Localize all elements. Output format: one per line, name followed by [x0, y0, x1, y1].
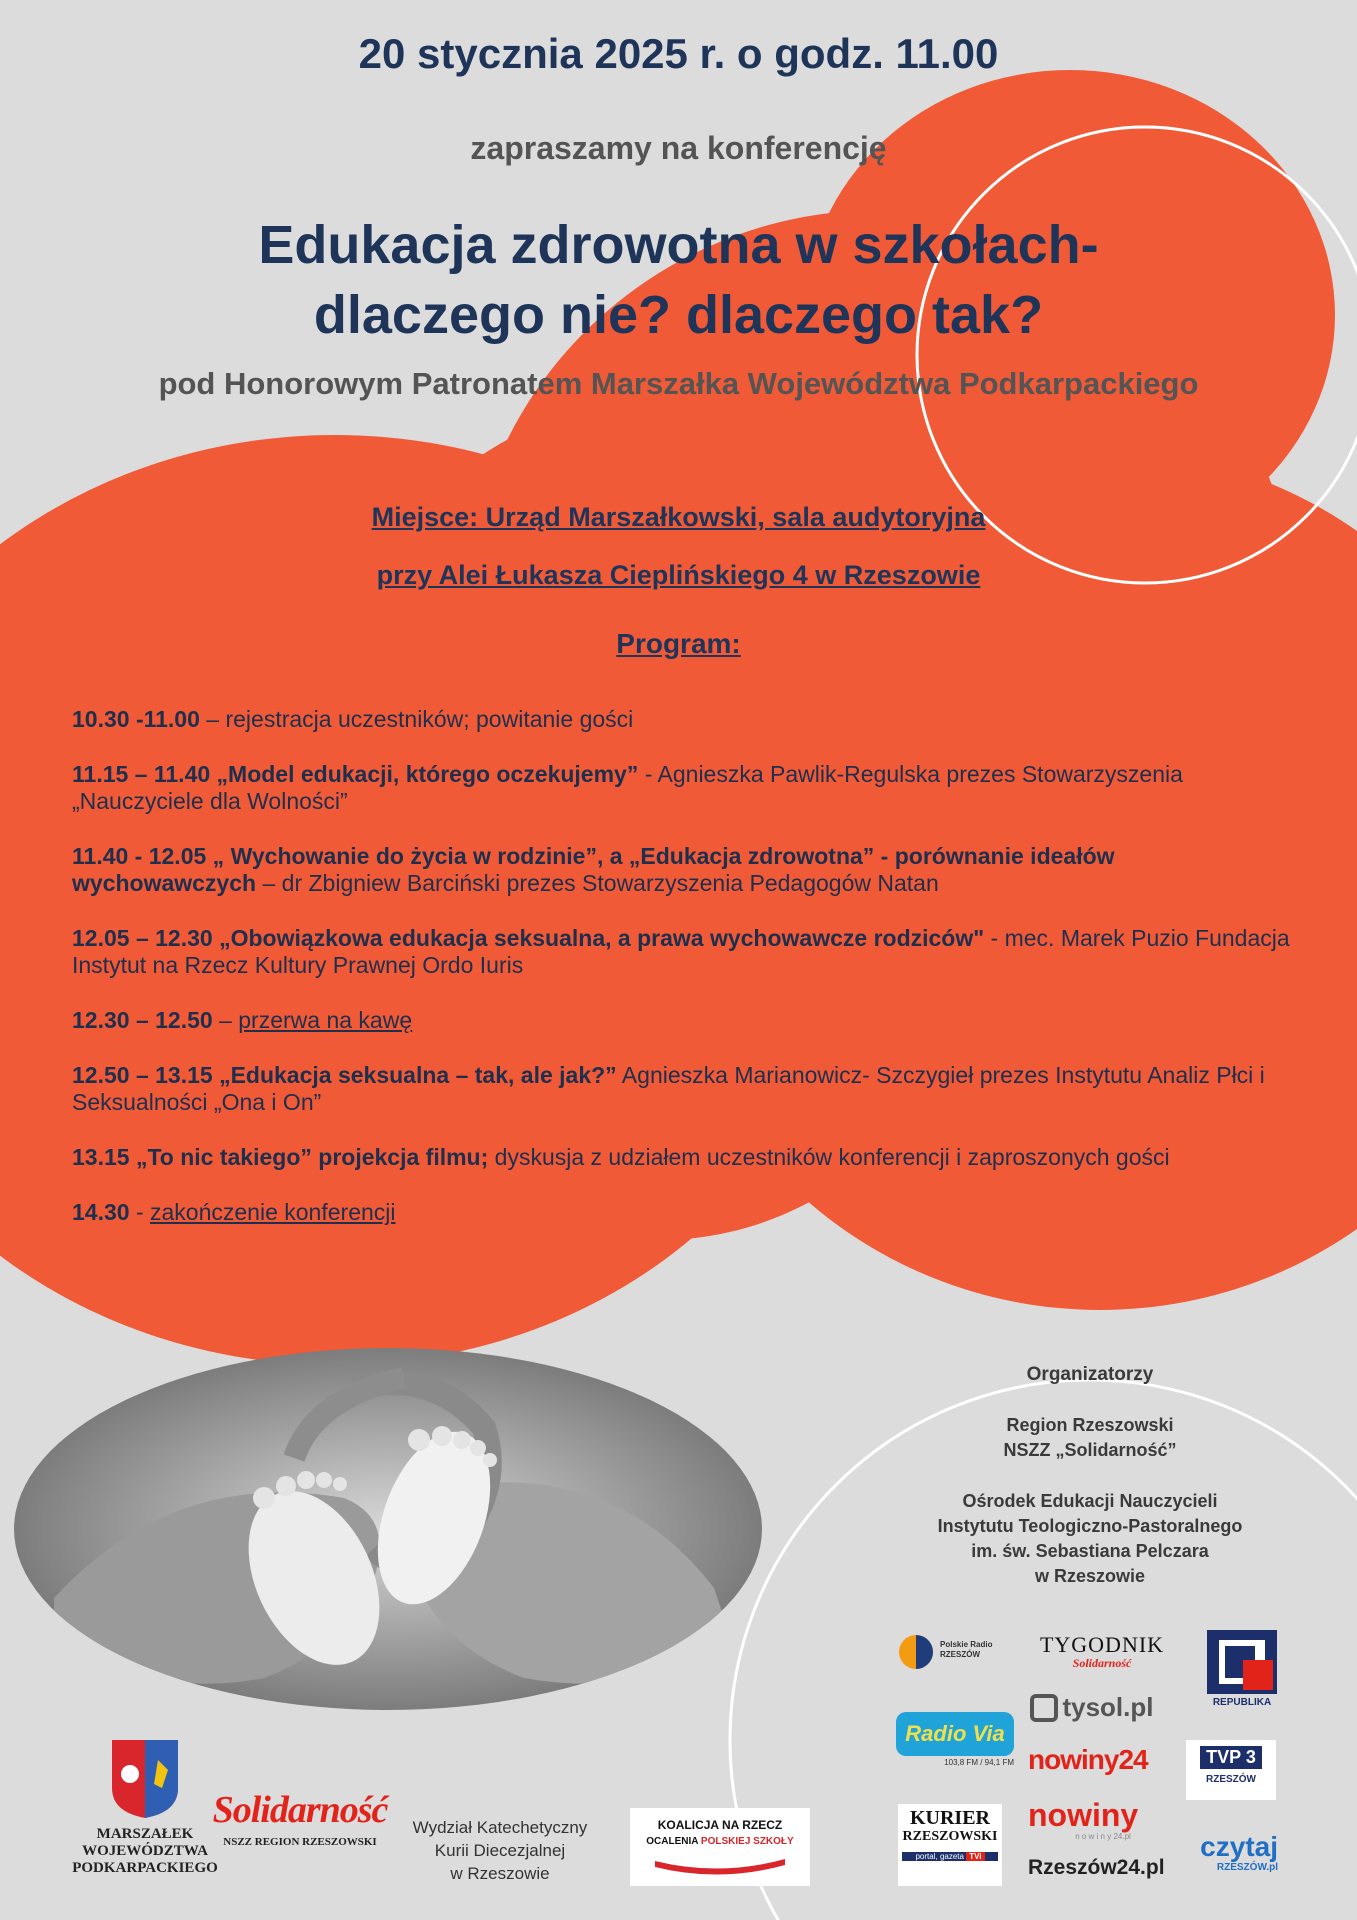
solidarnosc-logo — [205, 1760, 395, 1848]
organizer-osrodek — [880, 1489, 1300, 1589]
agenda-time: 10.30 -11.00 — [72, 706, 200, 732]
pr-line-2: RZESZÓW — [940, 1650, 980, 1659]
organizer-region — [880, 1413, 1300, 1463]
kurier-line-1: KURIER — [909, 1807, 990, 1829]
agenda-details: dyskusja z udziałem uczestników konferencji i zaproszonych gości — [488, 1144, 1170, 1170]
nowiny-sub: n o w i n y 24.pl — [1075, 1832, 1131, 1841]
agenda-topic: „ Wychowanie do życia w rodzinie”, a „Edukacja zdrowotna” - porównanie ideałów wychowawczych — [72, 843, 1115, 896]
agenda-time: 14.30 — [72, 1199, 130, 1225]
wydzial-line: Wydział Katechetyczny — [412, 1818, 588, 1837]
agenda-item — [72, 761, 1297, 815]
tysol-icon — [1030, 1694, 1058, 1722]
kurier-tv: TVi — [966, 1852, 984, 1861]
tysol-logo — [1030, 1692, 1170, 1723]
agenda-details: – rejestracja uczestników; powitanie gości — [199, 706, 634, 732]
tygodnik-solidarnosc-logo — [1032, 1632, 1172, 1671]
kurier-sub: portal, gazeta — [915, 1852, 964, 1861]
nowiny24-text: nowiny24 — [1028, 1744, 1148, 1775]
koalicja-line-2b: POLSKIEJ SZKOŁY — [700, 1836, 794, 1847]
wydzial-katechetyczny — [400, 1816, 600, 1885]
republika-r-icon — [1207, 1630, 1277, 1694]
conference-title — [0, 210, 1357, 350]
marszalek-line: WOJEWÓDZTWA — [82, 1843, 208, 1859]
agenda-time: 11.15 – 11.40 — [72, 761, 211, 787]
agenda-time: 12.50 – 13.15 — [72, 1062, 213, 1088]
invitation-text: zapraszamy na konferencję — [470, 130, 887, 166]
czytaj-text: czytaj — [1200, 1831, 1278, 1862]
agenda-details: - Agnieszka Pawlik-Regulska prezes Stowarzyszenia „Nauczyciele dla Wolności” — [72, 761, 1183, 814]
agenda-time: 12.30 – 12.50 — [72, 1007, 213, 1033]
organizer-text: Region Rzeszowski — [1006, 1415, 1174, 1435]
polskie-radio-logo — [898, 1632, 1018, 1672]
agenda-details: - mec. Marek Puzio Fundacja Instytut na Rzecz Kultury Prawnej Ordo Iuris — [72, 925, 1290, 978]
radio-via-logo — [896, 1712, 1014, 1767]
organizer-text: Instytutu Teologiczno-Pastoralnego — [937, 1516, 1243, 1536]
coat-of-arms-icon — [110, 1738, 180, 1820]
agenda-item — [72, 1199, 1297, 1226]
organizer-text: NSZZ „Solidarność” — [1003, 1440, 1177, 1460]
tvp3-text: TVP 3 — [1200, 1746, 1262, 1769]
wydzial-line: Kurii Diecezjalnej — [434, 1841, 566, 1860]
radio-globe-icon — [898, 1634, 934, 1670]
title-line-1: Edukacja zdrowotna w szkołach- — [258, 215, 1099, 275]
program-heading: Program: — [616, 628, 741, 659]
organizer-text: im. św. Sebastiana Pelczara — [971, 1541, 1209, 1561]
agenda-item — [72, 706, 1297, 733]
agenda-time: 12.05 – 12.30 — [72, 925, 213, 951]
solidarnosc-text: Solidarność — [212, 1789, 388, 1831]
tygodnik-text: TYGODNIK — [1039, 1632, 1165, 1657]
rzeszow24-logo — [1028, 1856, 1168, 1880]
patronage-text: pod Honorowym Patronatem Marszałka Województwa Podkarpackiego — [158, 366, 1199, 401]
radio-via-text: Radio Via — [896, 1712, 1014, 1756]
marszalek-line: PODKARPACKIEGO — [72, 1860, 218, 1876]
organizers-heading: Organizatorzy — [1026, 1364, 1154, 1385]
republika-text: REPUBLIKA — [1212, 1697, 1272, 1708]
republika-logo — [1204, 1630, 1280, 1712]
agenda-item — [72, 1062, 1297, 1116]
marszalek-line: MARSZAŁEK — [96, 1826, 194, 1842]
nowiny-logo — [1028, 1798, 1178, 1841]
koalicja-logo — [630, 1808, 810, 1886]
nowiny-text: nowiny — [1028, 1797, 1139, 1833]
agenda-topic: „Obowiązkowa edukacja seksualna, a prawa wychowawcze rodziców" — [212, 925, 985, 951]
tvp3-sub: RZESZÓW — [1206, 1774, 1256, 1785]
wydzial-line: w Rzeszowie — [450, 1864, 550, 1883]
marszalek-logo — [70, 1738, 220, 1877]
agenda-list — [72, 706, 1297, 1254]
kurier-rzeszowski-logo — [898, 1804, 1002, 1886]
tygodnik-sub: Solidarność — [1072, 1656, 1132, 1670]
agenda-time: 13.15 — [72, 1144, 130, 1170]
solidarnosc-sub: NSZZ REGION RZESZOWSKI — [223, 1836, 377, 1848]
agenda-item — [72, 843, 1297, 897]
title-line-2: dlaczego nie? dlaczego tak? — [313, 285, 1044, 345]
agenda-details: – — [212, 1007, 239, 1033]
venue-line-2: przy Alei Łukasza Cieplińskiego 4 w Rzeszowie — [376, 560, 981, 590]
czytaj-sub: RZESZÓW.pl — [1216, 1862, 1278, 1873]
tvp3-logo — [1186, 1740, 1276, 1800]
kurier-line-2: RZESZOWSKI — [902, 1829, 998, 1844]
tysol-text: tysol.pl — [1062, 1692, 1154, 1722]
agenda-topic: „Model edukacji, którego oczekujemy” — [210, 761, 639, 787]
agenda-topic: „To nic takiego” projekcja filmu; — [129, 1144, 489, 1170]
agenda-item — [72, 925, 1297, 979]
radio-via-freq: 103,8 FM / 94,1 FM — [944, 1758, 1014, 1767]
agenda-item — [72, 1007, 1297, 1034]
organizer-text: Ośrodek Edukacji Nauczycieli — [962, 1491, 1218, 1511]
koalicja-line-1: KOALICJA NA RZECZ — [657, 1818, 783, 1832]
venue-line-1: Miejsce: Urząd Marszałkowski, sala audytoryjna — [371, 502, 986, 532]
organizer-text: w Rzeszowie — [1034, 1566, 1146, 1586]
rzeszow24-text: Rzeszów24.pl — [1028, 1856, 1165, 1879]
agenda-topic: „Edukacja seksualna – tak, ale jak?” — [212, 1062, 617, 1088]
agenda-underlined: przerwa na kawę — [238, 1007, 413, 1033]
czytaj-rzeszow-logo — [1168, 1832, 1278, 1873]
organizers-block — [880, 1362, 1300, 1615]
event-date: 20 stycznia 2025 r. o godz. 11.00 — [358, 30, 999, 77]
hands-baby-feet-photo — [14, 1348, 762, 1710]
agenda-details: - — [129, 1199, 151, 1225]
agenda-details: Agnieszka Marianowicz- Szczygieł prezes Instytutu Analiz Płci i Seksualności „Ona i On” — [72, 1062, 1265, 1115]
nowiny24-logo — [1028, 1744, 1178, 1776]
agenda-details: – dr Zbigniew Barciński prezes Stowarzyszenia Pedagogów Natan — [256, 870, 939, 896]
agenda-time: 11.40 - 12.05 — [72, 843, 207, 869]
agenda-item — [72, 1144, 1297, 1171]
koalicja-line-2a: OCALENIA — [646, 1836, 701, 1847]
pr-line-1: Polskie Radio — [940, 1640, 993, 1649]
flag-swoosh-icon — [650, 1855, 790, 1877]
agenda-underlined: zakończenie konferencji — [150, 1199, 396, 1225]
